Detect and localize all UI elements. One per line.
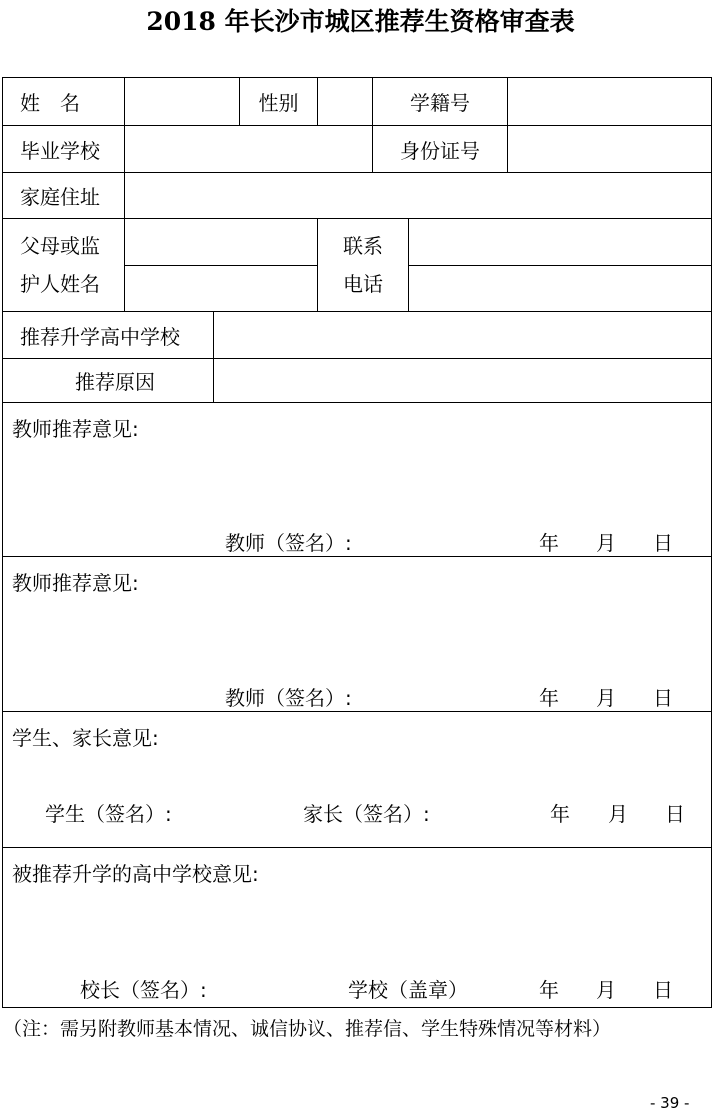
teacher-opinion-section-2[interactable] [3, 557, 712, 712]
guardian-name-value-2[interactable] [125, 266, 318, 312]
year-label: 年 [550, 802, 570, 826]
parent-signature-label: 家长（签名）: [303, 802, 430, 826]
gender-value-cell[interactable] [318, 78, 373, 126]
name-label: 姓 名 [3, 78, 125, 126]
school-label: 毕业学校 [3, 126, 125, 173]
reason-label: 推荐原因 [3, 359, 214, 403]
day-label: 日 [665, 802, 685, 826]
high-school-opinion-section[interactable] [3, 848, 712, 1008]
teacher-opinion-section-1[interactable] [3, 403, 712, 557]
teacher-signature-label: 教师（签名）: [225, 531, 352, 555]
name-value-cell[interactable] [125, 78, 240, 126]
id-number-value-cell[interactable] [508, 126, 712, 173]
year-label: 年 [539, 686, 559, 710]
phone-label [318, 219, 409, 312]
section-heading: 教师推荐意见: [12, 417, 139, 441]
section-heading: 学生、家长意见: [12, 726, 159, 750]
student-id-value-cell[interactable] [508, 78, 712, 126]
month-label: 月 [596, 531, 616, 555]
address-value-cell[interactable] [125, 173, 712, 219]
guardian-label-line1: 父母或监 [20, 234, 100, 258]
month-label: 月 [596, 686, 616, 710]
gender-label: 性别 [240, 78, 318, 126]
month-label: 月 [608, 802, 628, 826]
day-label: 日 [653, 531, 673, 555]
target-school-value-cell[interactable] [214, 312, 712, 359]
page-title: 2018 年长沙市城区推荐生资格审查表 [146, 7, 575, 36]
student-id-label: 学籍号 [373, 78, 508, 126]
footnote: （注：需另附教师基本情况、诚信协议、推荐信、学生特殊情况等材料） [3, 1018, 612, 1040]
phone-label-line1: 联系 [343, 234, 383, 258]
principal-signature-label: 校长（签名）: [80, 978, 207, 1002]
address-label: 家庭住址 [3, 173, 125, 219]
school-seal-label: 学校（盖章） [348, 978, 468, 1002]
section-heading: 被推荐升学的高中学校意见: [12, 862, 259, 886]
day-label: 日 [653, 978, 673, 1002]
day-label: 日 [653, 686, 673, 710]
student-signature-label: 学生（签名）: [45, 802, 172, 826]
student-parent-opinion-section[interactable] [3, 712, 712, 848]
phone-value-1[interactable] [409, 219, 712, 266]
guardian-label-line2: 护人姓名 [20, 272, 100, 296]
guardian-name-label [3, 219, 125, 312]
reason-value-cell[interactable] [214, 359, 712, 403]
page-number: - 39 - [650, 1094, 690, 1112]
year-label: 年 [539, 531, 559, 555]
teacher-signature-label: 教师（签名）: [225, 686, 352, 710]
section-heading: 教师推荐意见: [12, 571, 139, 595]
qualification-form-table [2, 77, 712, 1008]
guardian-name-value-1[interactable] [125, 219, 318, 266]
month-label: 月 [596, 978, 616, 1002]
target-school-label: 推荐升学高中学校 [3, 312, 214, 359]
year-label: 年 [539, 978, 559, 1002]
school-value-cell[interactable] [125, 126, 373, 173]
phone-value-2[interactable] [409, 266, 712, 312]
phone-label-line2: 电话 [343, 272, 383, 296]
id-number-label: 身份证号 [373, 126, 508, 173]
